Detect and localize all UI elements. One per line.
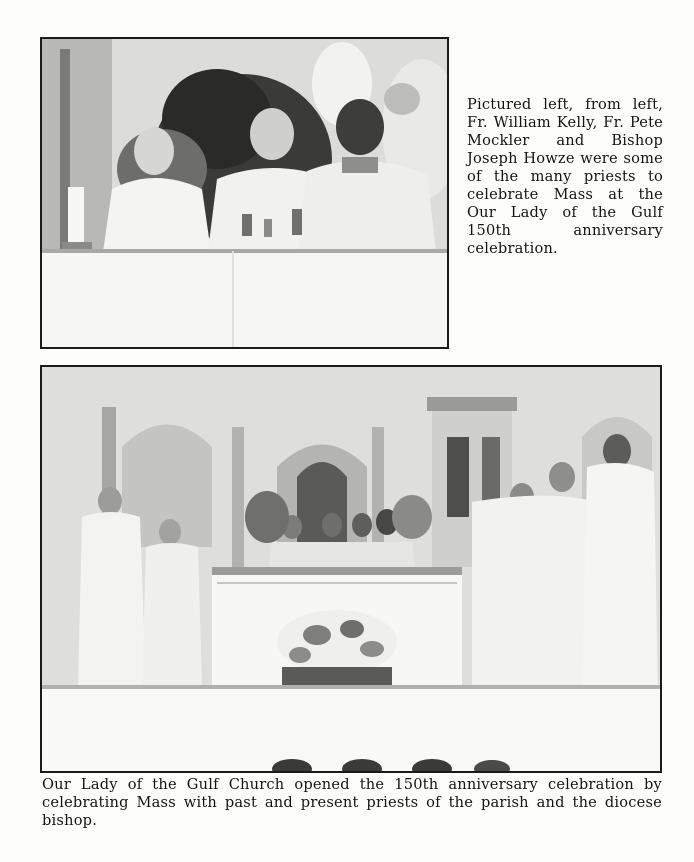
top-photo-caption: Pictured left, from left, Fr. William Kelly, Fr. Pete Mockler and Bishop Joseph Howze were some of the many priests to celebrate Mass at the Our Lady of the Gulf 150th anniversary celebration. xyxy=(467,96,663,257)
top-photo-image xyxy=(42,39,447,347)
bottom-photo xyxy=(40,365,662,773)
bottom-photo-image xyxy=(42,367,660,771)
top-photo xyxy=(40,37,449,349)
bottom-photo-caption: Our Lady of the Gulf Church opened the 150th anniversary celebration by celebrating Mass with past and present priests of the parish and the diocese bishop. xyxy=(42,776,662,829)
